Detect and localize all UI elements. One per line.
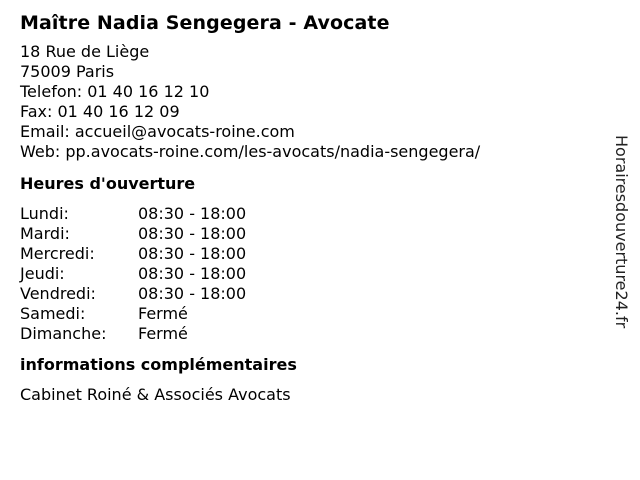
hours-row-vendredi bbox=[20, 284, 600, 304]
time-value: Fermé bbox=[138, 304, 188, 323]
time-value: 08:30 - 18:00 bbox=[138, 224, 247, 243]
day-label: Samedi: bbox=[20, 304, 86, 323]
fax-line: Fax: 01 40 16 12 09 bbox=[20, 102, 180, 121]
contact-block bbox=[20, 42, 600, 162]
time-value: 08:30 - 18:00 bbox=[138, 284, 247, 303]
info-text: Cabinet Roiné & Associés Avocats bbox=[20, 385, 291, 404]
time-value: 08:30 - 18:00 bbox=[138, 204, 247, 223]
time-value: 08:30 - 18:00 bbox=[138, 244, 247, 263]
lawyer-card bbox=[20, 10, 600, 405]
address-street: 18 Rue de Liège bbox=[20, 42, 150, 61]
day-label: Dimanche: bbox=[20, 324, 107, 343]
day-label: Lundi: bbox=[20, 204, 69, 223]
time-value: 08:30 - 18:00 bbox=[138, 264, 247, 283]
hours-row-mardi bbox=[20, 224, 600, 244]
phone-line: Telefon: 01 40 16 12 10 bbox=[20, 82, 210, 101]
hours-row-dimanche bbox=[20, 324, 600, 344]
day-label: Mercredi: bbox=[20, 244, 95, 263]
web-line: Web: pp.avocats-roine.com/les-avocats/nadia-sengegera/ bbox=[20, 142, 481, 161]
day-label: Mardi: bbox=[20, 224, 70, 243]
day-label: Vendredi: bbox=[20, 284, 96, 303]
site-watermark: Horairesdouverture24.fr bbox=[612, 135, 631, 329]
page-title: Maître Nadia Sengegera - Avocate bbox=[20, 12, 390, 34]
opening-hours-table bbox=[20, 204, 600, 344]
email-line: Email: accueil@avocats-roine.com bbox=[20, 122, 295, 141]
info-heading: informations complémentaires bbox=[20, 355, 297, 374]
time-value: Fermé bbox=[138, 324, 188, 343]
hours-heading: Heures d'ouverture bbox=[20, 174, 196, 193]
hours-row-jeudi bbox=[20, 264, 600, 284]
day-label: Jeudi: bbox=[20, 264, 65, 283]
hours-row-samedi bbox=[20, 304, 600, 324]
hours-row-mercredi bbox=[20, 244, 600, 264]
hours-row-lundi bbox=[20, 204, 600, 224]
address-city: 75009 Paris bbox=[20, 62, 115, 81]
